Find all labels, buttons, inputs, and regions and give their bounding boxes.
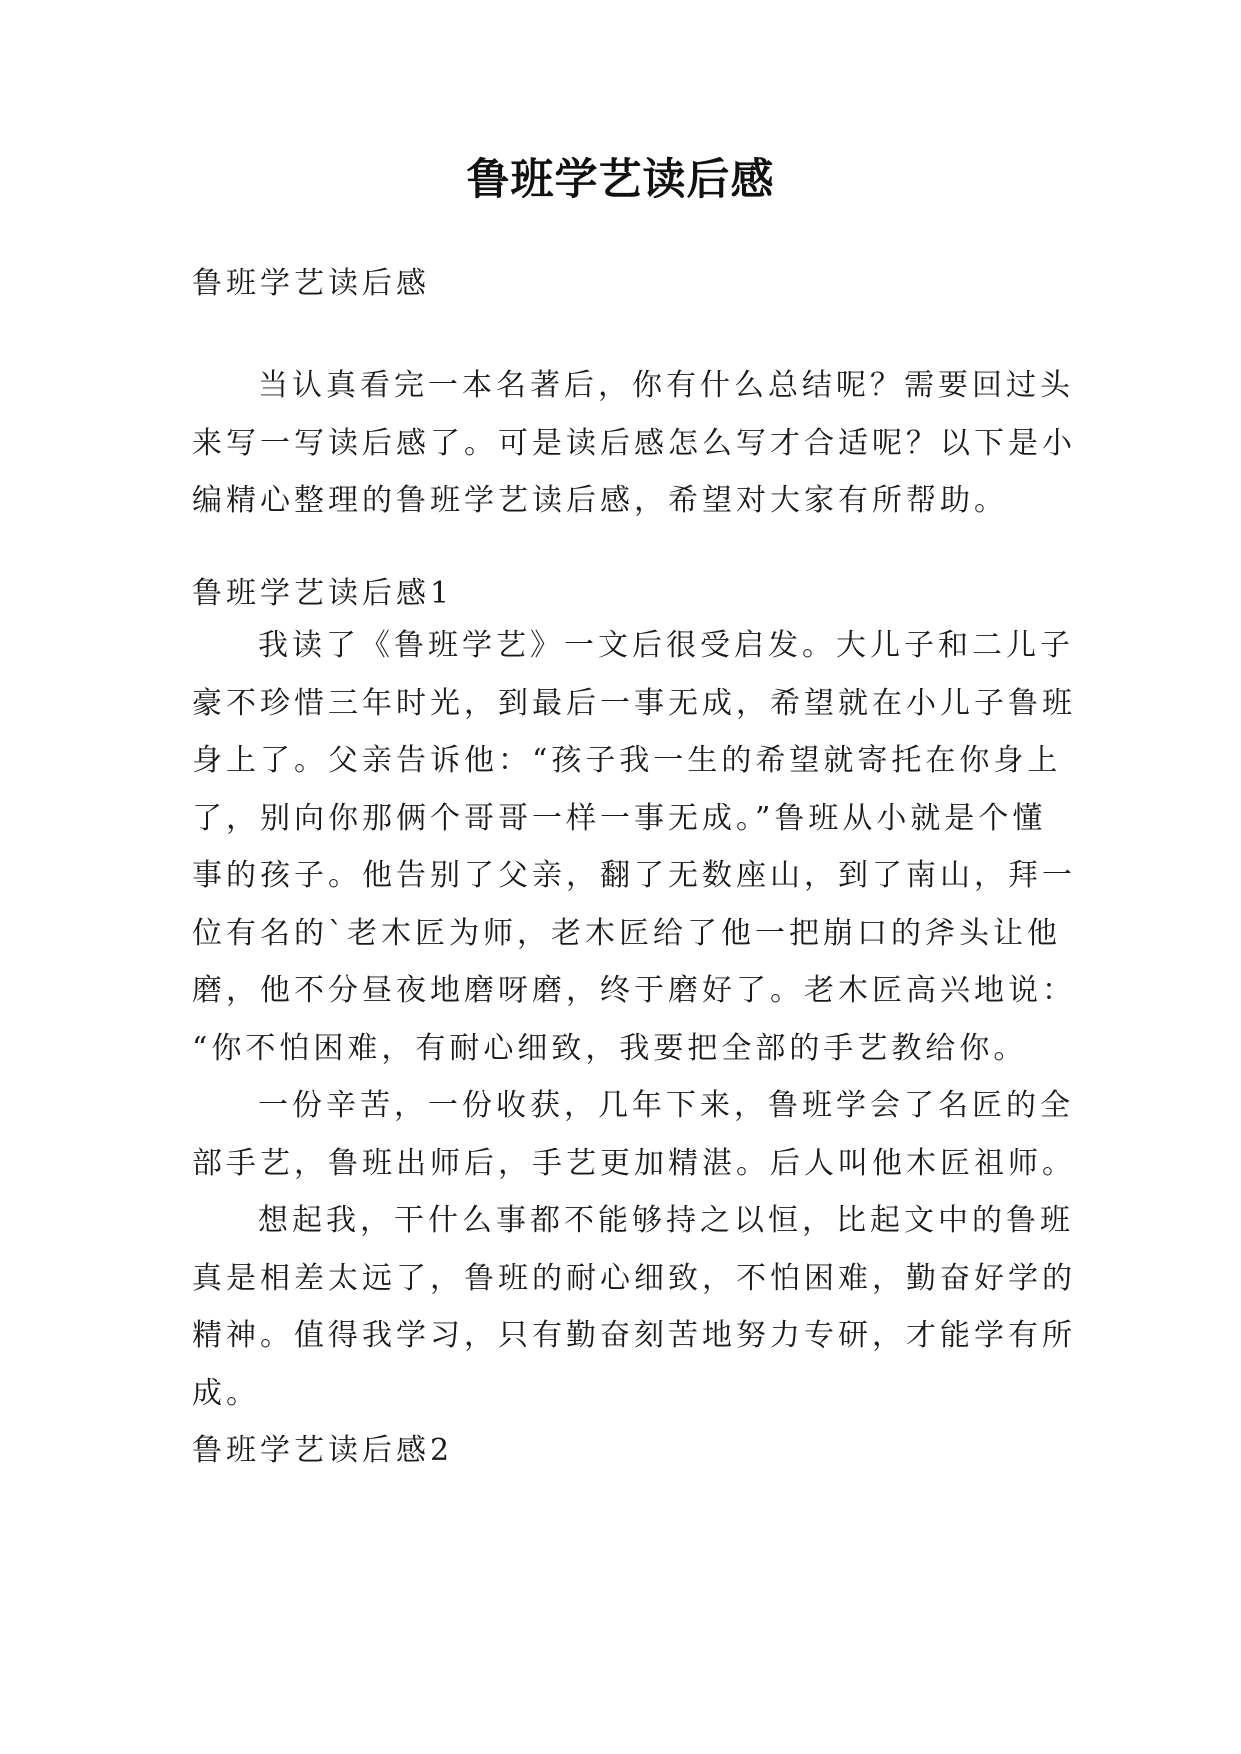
paragraph-line: 事的孩子。他告别了父亲，翻了无数座山，到了南山，拜一 [192, 858, 1076, 893]
paragraph-line: 我读了《鲁班学艺》一文后很受启发。大儿子和二儿子 [258, 628, 1074, 663]
paragraph-line: 部手艺，鲁班出师后，手艺更加精湛。后人叫他木匠祖师。 [192, 1145, 1076, 1181]
intro-line: 当认真看完一本名著后，你有什么总结呢？需要回过头 [258, 368, 1074, 403]
paragraph-line: 位有名的`老木匠为师，老木匠给了他一把崩口的斧头让他 [192, 915, 1061, 951]
section1-paragraph-1 [192, 617, 1076, 1077]
paragraph-line: 想起我，干什么事都不能够持之以恒，比起文中的鲁班 [258, 1203, 1074, 1238]
intro-line: 编精心整理的鲁班学艺读后感，希望对大家有所帮助。 [192, 483, 1008, 518]
intro-paragraph [192, 357, 1076, 530]
paragraph-line: 磨，他不分昼夜地磨呀磨，终于磨好了。老木匠高兴地说： [192, 973, 1076, 1008]
section1-paragraph-2 [192, 1077, 1076, 1192]
paragraph-line: “你不怕困难，有耐心细致，我要把全部的手艺教给你。 [192, 1030, 1028, 1066]
paragraph-line: 豪不珍惜三年时光，到最后一事无成，希望就在小儿子鲁班 [192, 685, 1076, 721]
paragraph-line: 真是相差太远了，鲁班的耐心细致，不怕困难，勤奋好学的 [192, 1260, 1076, 1296]
section1-paragraph-3 [192, 1192, 1076, 1422]
document-title: 鲁班学艺读后感 [466, 155, 775, 205]
paragraph-line: 一份辛苦，一份收获，几年下来，鲁班学会了名匠的全 [258, 1088, 1074, 1123]
subtitle: 鲁班学艺读后感 [192, 266, 430, 301]
intro-line: 来写一写读后感了。可是读后感怎么写才合适呢？以下是小 [192, 425, 1076, 461]
paragraph-line: 身上了。父亲告诉他：“孩子我一生的希望就寄托在你身上 [192, 743, 1062, 778]
section1-heading: 鲁班学艺读后感1 [192, 576, 454, 611]
section2-heading: 鲁班学艺读后感2 [192, 1433, 454, 1468]
paragraph-line: 了，别向你那俩个哥哥一样一事无成。”鲁班从小就是个懂 [192, 800, 1047, 836]
paragraph-line: 成。 [192, 1375, 260, 1411]
paragraph-line: 精神。值得我学习，只有勤奋刻苦地努力专研，才能学有所 [192, 1318, 1076, 1353]
